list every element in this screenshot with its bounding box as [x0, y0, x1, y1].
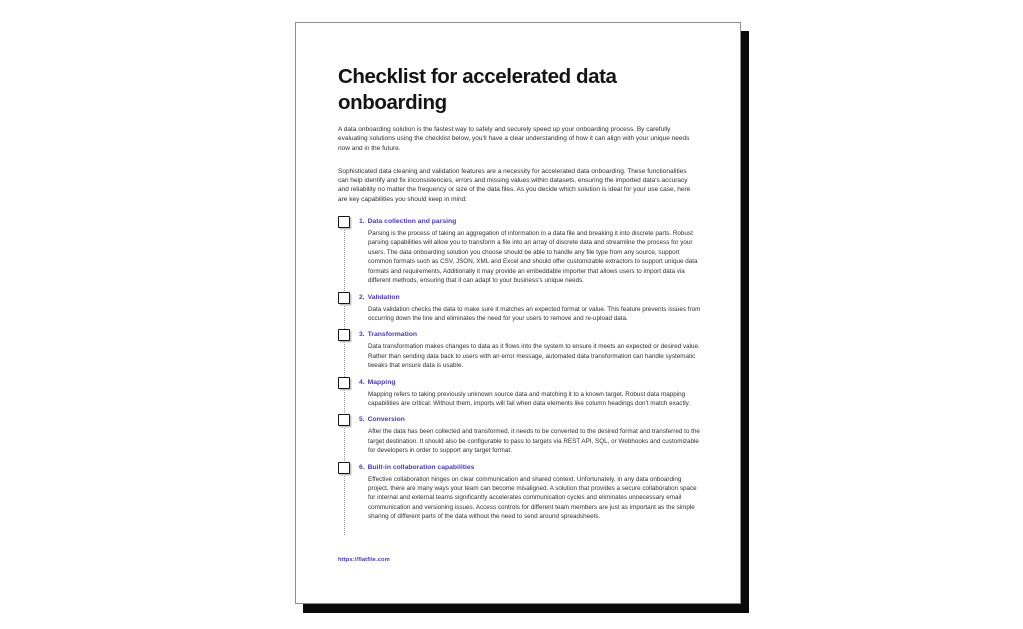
- checklist-item-body: Effective collaboration hinges on clear communication and shared context. Unfortunately, in any data onboarding project, there are many ways your team can become misaligned. A solution that provides a secure collaboration space for internal and external teams significantly accelerates communication cycles and eliminates unnecessary email communication and versioning issues. Access controls for different team members are just as important as the simple sharing of different parts of the data without the need to send around spreadsheets.: [368, 475, 697, 521]
- checkbox-icon[interactable]: [338, 414, 350, 426]
- item-number: 2.: [359, 293, 365, 301]
- checklist-item-heading: [359, 378, 700, 387]
- document-page: [295, 22, 741, 604]
- footer-link[interactable]: https://flatfile.com: [338, 557, 390, 563]
- item-title: Transformation: [367, 331, 418, 339]
- item-number: 1.: [359, 218, 365, 226]
- item-number: 4.: [359, 378, 365, 386]
- checklist-item-heading: [359, 293, 700, 302]
- checklist-item-validation: [338, 293, 700, 324]
- item-number: 5.: [359, 416, 365, 424]
- section-intro-paragraph: Sophisticated data cleaning and validation features are a necessity for accelerated data onboarding. These functionalities can help identify and fix inconsistencies, errors and missing values within datasets, ensuring the imported data's accuracy and reliability no matter the frequency or size of the data files. As you decide which solution is ideal for your use case, here are key capabilities you should keep in mind:: [338, 167, 691, 203]
- checklist-item-body: After the data has been collected and transformed, it needs to be converted to the desired format and transferred to the target destination. It should also be configurable to pass to targets via REST API, SQL, or Webhooks and customizable for developers in order to support any target format.: [368, 428, 700, 455]
- checklist: [338, 217, 700, 522]
- item-title: Conversion: [367, 416, 405, 424]
- checklist-item-body: Mapping refers to taking previously unknown source data and matching it to a known target. Robust data mapping capabilities are critical: Without them, imports will fail when data elements like column headings don't match exactly.: [368, 390, 691, 407]
- checkbox-icon[interactable]: [338, 292, 350, 304]
- checklist-item-heading: [359, 330, 700, 339]
- checklist-item-text: [359, 463, 700, 522]
- checkbox-icon[interactable]: [338, 462, 350, 474]
- checklist-item-body: Data validation checks the data to make sure it matches an expected format or value. This feature prevents issues from occurring down the line and eliminates the need for your users to remove and re-upload data.: [368, 305, 701, 322]
- checklist-item-mapping: [338, 378, 700, 409]
- checklist-item-conversion: [338, 415, 700, 455]
- checklist-item-heading: [359, 415, 700, 424]
- checkbox-icon[interactable]: [338, 377, 350, 389]
- intro-paragraph: A data onboarding solution is the fastest way to safely and securely speed up your onboarding process. By carefully evaluating solutions using the checklist below, you'll have a clear understanding of how it can align with your unique needs now and in the future.: [338, 126, 690, 152]
- checklist-item-heading: [359, 463, 700, 472]
- item-title: Built-in collaboration capabilities: [367, 463, 475, 471]
- checklist-item-heading: [359, 217, 700, 226]
- page-title: Checklist for accelerated data onboarding: [338, 65, 617, 114]
- checklist-item-text: [359, 415, 700, 455]
- item-number: 6.: [359, 463, 365, 471]
- checkbox-icon[interactable]: [338, 216, 350, 228]
- checkbox-icon[interactable]: [338, 329, 350, 341]
- item-title: Mapping: [367, 378, 396, 386]
- checklist-item-transformation: [338, 330, 700, 370]
- checklist-item-data-collection: [338, 217, 700, 285]
- checklist-item-body: Data transformation makes changes to data as it flows into the system to ensure it meets an expected or desired value. Rather than sending data back to users with an error message, automated data transformation can handle systematic tweaks that ensure data is usable.: [368, 343, 700, 370]
- item-number: 3.: [359, 331, 365, 339]
- checklist-item-text: [359, 378, 700, 409]
- checklist-item-text: [359, 330, 700, 370]
- checklist-item-body: Parsing is the process of taking an aggregation of information in a data file and breaking it into discrete parts. Robust parsing capabilities will allow you to transform a file into an array of discrete data and streamline the process for your users. The data onboarding solution you choose should be able to handle any file type from any source, support common formats such as CSV, JSON, XML and Excel and should offer customizable extractors to support unique data formats and requirements, Additionally it may provide an embeddable importer that allows users to import data via different methods, ensuring that it can adapt to your business's unique needs.: [368, 230, 698, 285]
- checklist-item-text: [359, 293, 700, 324]
- checklist-item-collaboration: [338, 463, 700, 522]
- page-content: [338, 64, 700, 529]
- item-title: Data collection and parsing: [367, 218, 457, 226]
- item-title: Validation: [367, 293, 400, 301]
- checklist-item-text: [359, 217, 700, 285]
